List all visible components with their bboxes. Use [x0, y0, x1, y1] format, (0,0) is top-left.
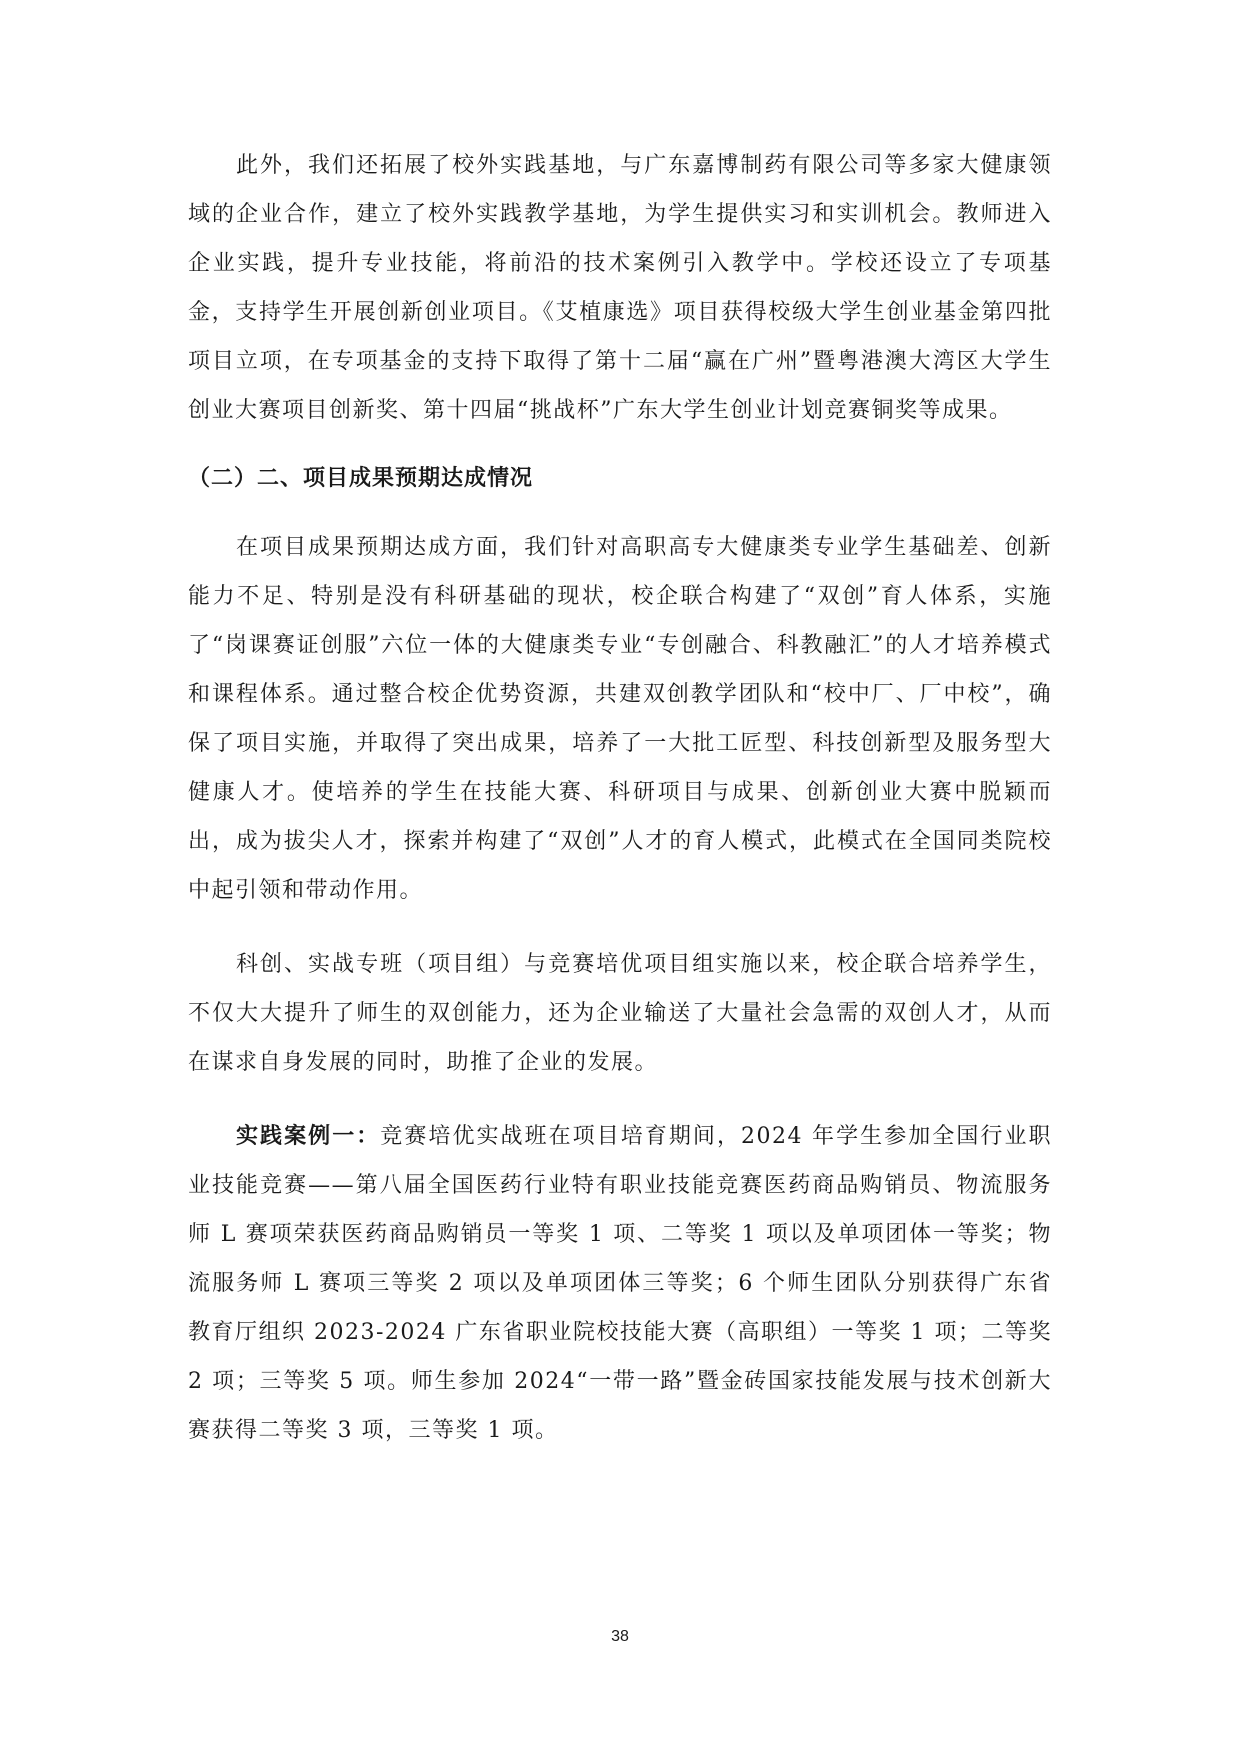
paragraph-practice-base: 此外，我们还拓展了校外实践基地，与广东嘉博制药有限公司等多家大健康领域的企业合作，建立了校外实践教学基地，为学生提供实习和实训机会。教师进入企业实践，提升专业技能，将前沿的技术案例引入教学中。学校还设立了专项基金，支持学生开展创新创业项目。《艾植康选》项目获得校级大学生创业基金第四批项目立项，在专项基金的支持下取得了第十二届“赢在广州”暨粤港澳大湾区大学生创业大赛项目创新奖、第十四届“挑战杯”广东大学生创业计划竞赛铜奖等成果。: [188, 153, 1052, 423]
paragraph-achievement: 在项目成果预期达成方面，我们针对高职高专大健康类专业学生基础差、创新能力不足、特别是没有科研基础的现状，校企联合构建了“双创”育人体系，实施了“岗课赛证创服”六位一体的大健康类专业“专创融合、科教融汇”的人才培养模式和课程体系。通过整合校企优势资源，共建双创教学团队和“校中厂、厂中校”，确保了项目实施，并取得了突出成果，培养了一大批工匠型、科技创新型及服务型大健康人才。使培养的学生在技能大赛、科研项目与成果、创新创业大赛中脱颖而出，成为拔尖人才，探索并构建了“双创”人才的育人模式，此模式在全国同类院校中起引领和带动作用。: [188, 535, 1052, 903]
section-heading: （二）二、项目成果预期达成情况: [188, 466, 534, 491]
page-number: 38: [611, 1628, 629, 1645]
case-one-text: 竞赛培优实战班在项目培育期间，2024 年学生参加全国行业职业技能竞赛——第八届全国医药行业特有职业技能竞赛医药商品购销员、物流服务师 L 赛项荣获医药商品购销员一等奖 1 项、二等奖 1 项以及单项团体一等奖；物流服务师 L 赛项三等奖 2 项以及单项团体三等奖；6 个师生团队分别获得广东省教育厅组织 2023-2024 广东省职业院校技能大赛（高职组）一等奖 1 项；二等奖 2 项；三等奖 5 项。师生参加 2024“一带一路”暨金砖国家技能发展与技术创新大赛获得二等奖 3 项，三等奖 1 项。: [188, 1124, 1052, 1443]
case-lead-label: 实践案例一：: [236, 1123, 381, 1149]
page-body: [188, 141, 1052, 1455]
paragraph-case-one: [188, 1112, 1052, 1455]
paragraph-special-class: 科创、实战专班（项目组）与竞赛培优项目组实施以来，校企联合培养学生，不仅大大提升了师生的双创能力，还为企业输送了大量社会急需的双创人才，从而在谋求自身发展的同时，助推了企业的发展。: [188, 952, 1052, 1075]
